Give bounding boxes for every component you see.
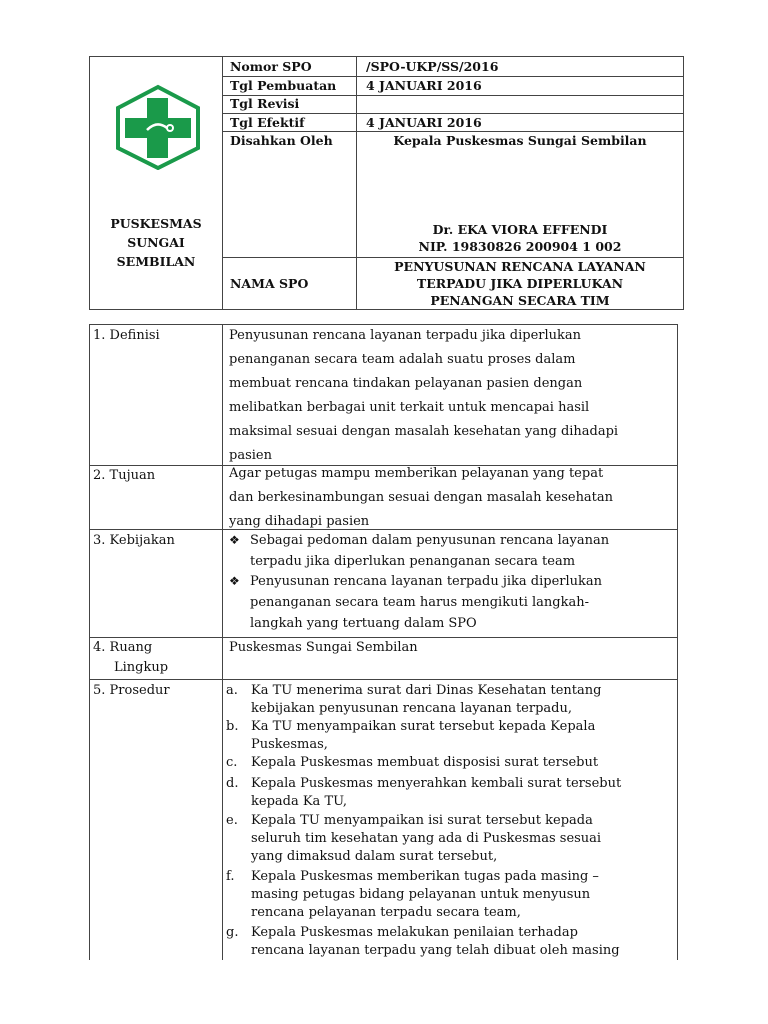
spo-name-line: PENYUSUNAN RENCANA LAYANAN (394, 259, 646, 274)
prosedur-step (226, 812, 671, 866)
org-name-line: SEMBILAN (116, 254, 196, 269)
prosedur-step (226, 775, 671, 811)
diamond-bullet-icon: ❖ (229, 533, 240, 547)
prosedur-step (226, 718, 671, 754)
text-line: langkah yang tertuang dalam SPO (250, 616, 477, 631)
text-line: Kepala Puskesmas membuat disposisi surat tersebut (251, 755, 599, 770)
text-line: Kepala Puskesmas melakukan penilaian terhadap (251, 925, 578, 940)
spo-name-line: TERPADU JIKA DIPERLUKAN (416, 276, 624, 291)
row-line (89, 637, 678, 638)
text-line: rencana pelayanan terpadu secara team, (251, 905, 521, 920)
section-label-tujuan: 2. Tujuan (93, 468, 156, 483)
spo-name-line: PENANGAN SECARA TIM (430, 293, 610, 308)
text-line: Kepala Puskesmas menyerahkan kembali surat tersebut (251, 776, 622, 791)
puskesmas-logo (113, 84, 203, 170)
spo-name (357, 258, 683, 309)
step-letter: f. (226, 869, 235, 884)
field-label-nomor-spo: Nomor SPO (230, 59, 312, 74)
section-label-kebijakan: 3. Kebijakan (93, 533, 175, 548)
prosedur-step (226, 868, 671, 922)
prosedur-step (226, 682, 671, 718)
text-line: masing petugas bidang pelayanan untuk menyusun (251, 887, 591, 902)
header-row-line (222, 76, 684, 77)
field-value-nomor-spo: /SPO-UKP/SS/2016 (366, 59, 499, 74)
header-row-line (222, 113, 684, 114)
field-value-tgl-pembuatan: 4 JANUARI 2016 (366, 78, 482, 93)
field-label-tgl-pembuatan: Tgl Pembuatan (230, 78, 337, 93)
field-label-tgl-efektif: Tgl Efektif (230, 115, 305, 130)
section-label-ruang-lingkup (93, 638, 168, 678)
text-line: terpadu jika diperlukan penanganan secara team (250, 554, 576, 569)
spo-name-label: NAMA SPO (230, 276, 309, 291)
text-line: Kepala TU menyampaikan isi surat tersebut kepada (251, 813, 593, 828)
step-letter: a. (226, 683, 238, 698)
text-line: rencana layanan terpadu yang telah dibuat oleh masing (251, 943, 620, 958)
text-line: Ka TU menyampaikan surat tersebut kepada Kepala (251, 719, 596, 734)
signer-name: Dr. EKA VIORA EFFENDI (432, 222, 608, 237)
section-label-prosedur: 5. Prosedur (93, 683, 170, 698)
text-line: Penyusunan rencana layanan terpadu jika diperlukan (250, 574, 603, 589)
field-value-tgl-efektif: 4 JANUARI 2016 (366, 115, 482, 130)
text-line: Kepala Puskesmas memberikan tugas pada masing – (251, 869, 599, 884)
ruang-lingkup-text: Puskesmas Sungai Sembilan (229, 640, 418, 655)
label-line: 4. Ruang (93, 640, 153, 655)
diamond-bullet-icon: ❖ (229, 574, 240, 588)
step-letter: d. (226, 776, 239, 791)
text-line: Puskesmas, (251, 737, 328, 752)
text-line: Penyusunan rencana layanan terpadu jika diperlukan (229, 328, 582, 343)
text-line: yang dihadapi pasien (229, 514, 370, 529)
kebijakan-bullet (229, 530, 670, 572)
kebijakan-bullet (229, 571, 670, 634)
approved-by-label: Disahkan Oleh (230, 133, 333, 148)
text-line: maksimal sesuai dengan masalah kesehatan yang dihadapi (229, 424, 619, 439)
text-line: melibatkan berbagai unit terkait untuk mencapai hasil (229, 400, 590, 415)
text-line: membuat rencana tindakan pelayanan pasien dengan (229, 376, 583, 391)
text-line: Ka TU menerima surat dari Dinas Kesehatan tentang (251, 683, 602, 698)
header-row-line (222, 131, 684, 132)
text-line: Sebagai pedoman dalam penyusunan rencana layanan (250, 533, 610, 548)
step-letter: g. (226, 925, 239, 940)
signer-nip: NIP. 19830826 200904 1 002 (418, 239, 622, 254)
prosedur-step (226, 924, 671, 960)
org-name (90, 214, 222, 271)
field-label-tgl-revisi: Tgl Revisi (230, 96, 300, 111)
org-name-line: PUSKESMAS (110, 216, 202, 231)
text-line: pasien (229, 448, 272, 463)
definisi-text (229, 324, 670, 468)
row-line (89, 679, 678, 680)
org-name-line: SUNGAI (127, 235, 185, 250)
text-line: yang dimaksud dalam surat tersebut, (251, 849, 498, 864)
text-line: Agar petugas mampu memberikan pelayanan yang tepat (229, 466, 604, 481)
text-line: kebijakan penyusunan rencana layanan terpadu, (251, 701, 572, 716)
prosedur-step (226, 754, 671, 772)
section-label-definisi: 1. Definisi (93, 328, 160, 343)
text-line: seluruh tim kesehatan yang ada di Puskesmas sesuai (251, 831, 602, 846)
content-divider-vertical (222, 324, 223, 960)
label-line: Lingkup (114, 660, 169, 675)
text-line: penanganan secara team adalah suatu proses dalam (229, 352, 576, 367)
approved-by-title: Kepala Puskesmas Sungai Sembilan (393, 133, 647, 148)
step-letter: e. (226, 813, 238, 828)
tujuan-text (229, 462, 670, 534)
logo-circle-inner (168, 126, 172, 130)
logo-cross-horizontal (125, 118, 191, 138)
text-line: kepada Ka TU, (251, 794, 348, 809)
step-letter: c. (226, 755, 238, 770)
step-letter: b. (226, 719, 239, 734)
text-line: penanganan secara team harus mengikuti langkah- (250, 595, 589, 610)
text-line: dan berkesinambungan sesuai dengan masalah kesehatan (229, 490, 614, 505)
